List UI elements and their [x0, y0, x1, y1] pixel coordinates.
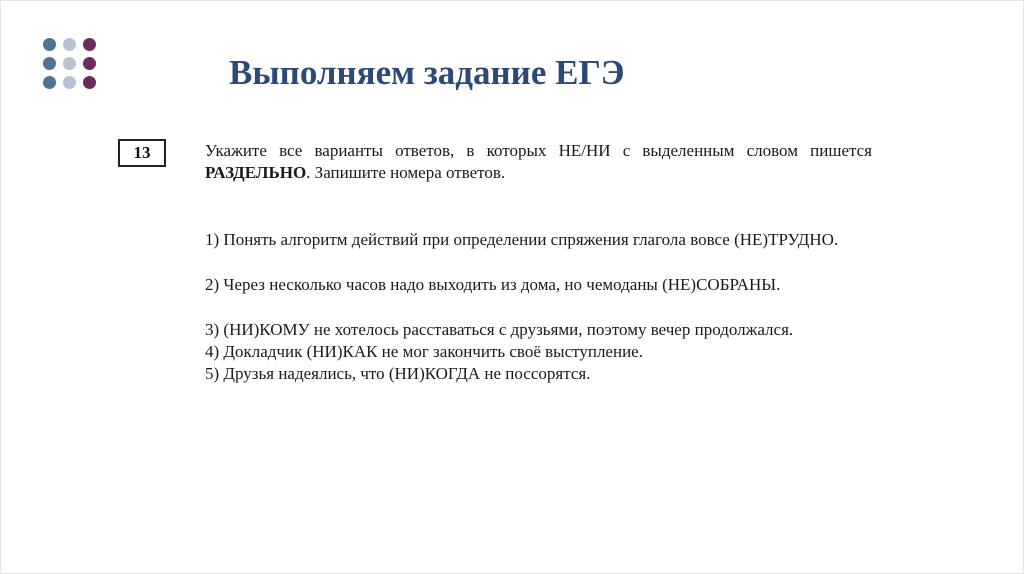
task-content [205, 140, 872, 385]
answer-option-5: 5) Друзья надеялись, что (НИ)КОГДА не поссорятся. [205, 364, 591, 383]
task-instruction [205, 140, 872, 184]
answer-option-2: 2) Через несколько часов надо выходить из дома, но чемоданы (НЕ)СОБРАНЫ. [205, 275, 781, 294]
dot-gray [63, 57, 76, 70]
answer-option-1: 1) Понять алгоритм действий при определении спряжения глагола вовсе (НЕ)ТРУДНО. [205, 230, 839, 249]
dot-blue [43, 38, 56, 51]
dot-blue [43, 76, 56, 89]
answer-option-4: 4) Докладчик (НИ)КАК не мог закончить своё выступление. [205, 342, 643, 361]
decorative-dots [43, 38, 96, 89]
dot-blue [43, 57, 56, 70]
dot-purple [83, 57, 96, 70]
instruction-emphasis: РАЗДЕЛЬНО [205, 163, 307, 182]
dot-gray [63, 38, 76, 51]
instruction-tail: . Запишите номера ответов. [306, 163, 506, 182]
slide-title: Выполняем задание ЕГЭ [229, 53, 625, 92]
dot-gray [63, 76, 76, 89]
answer-option-3: 3) (НИ)КОМУ не хотелось расставаться с друзьями, поэтому вечер продолжался. [205, 320, 794, 339]
task-number-box [118, 139, 166, 167]
task-number: 13 [133, 143, 151, 162]
dot-purple [83, 76, 96, 89]
dot-purple [83, 38, 96, 51]
instruction-text: Укажите все варианты ответов, в которых НЕ/НИ с выделенным словом пишется [205, 141, 872, 160]
